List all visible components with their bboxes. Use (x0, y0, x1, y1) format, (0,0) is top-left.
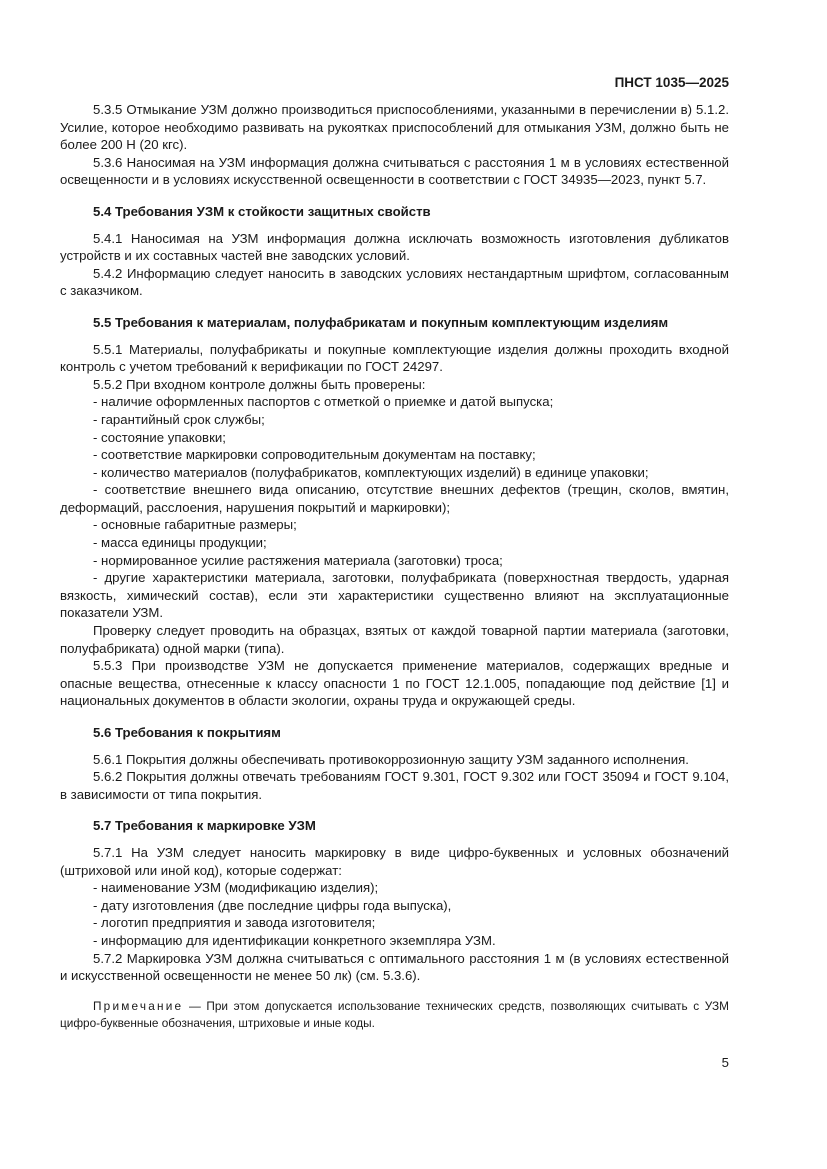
list-item: - дату изготовления (две последние цифры года выпуска), (93, 897, 452, 913)
note (60, 998, 729, 1032)
paragraph-5-6-1: 5.6.1 Покрытия должны обеспечивать противокоррозионную защиту УЗМ заданного исполнения. (93, 751, 689, 767)
list-item: - основные габаритные размеры; (93, 517, 297, 533)
paragraph-5-5-3: 5.5.3 При производстве УЗМ не допускается применение материалов, содержащих вредные и опасные вещества, отнесенные к классу опасности 1 по ГОСТ 12.1.005, попадающие под действие [1] и национальных документов в области экологии, охраны труда и окружающей среды. (60, 658, 729, 709)
paragraph-5-6-2: 5.6.2 Покрытия должны отвечать требованиям ГОСТ 9.301, ГОСТ 9.302 или ГОСТ 35094 и ГОСТ 9.104, в зависимости от типа покрытия. (60, 769, 729, 802)
list-item: - количество материалов (полуфабрикатов, комплектующих изделий) в единице упаковки; (93, 464, 649, 480)
list-item: - наличие оформленных паспортов с отметкой о приемке и датой выпуска; (93, 394, 554, 410)
list-item: - наименование УЗМ (модификацию изделия); (93, 880, 379, 896)
section-heading-5-5: 5.5 Требования к материалам, полуфабрикатам и покупным комплектующим изделиям (93, 314, 669, 330)
document-body (60, 101, 729, 1032)
list-item: - информацию для идентификации конкретного экземпляра УЗМ. (93, 932, 496, 948)
paragraph-5-3-6: 5.3.6 Наносимая на УЗМ информация должна считываться с расстояния 1 м в условиях естественной освещенности и в условиях искусственной освещенности в соответствии с ГОСТ 34935—2023, пункт 5.7. (60, 154, 729, 188)
paragraph-5-7-1: 5.7.1 На УЗМ следует наносить маркировку в виде цифро-буквенных и условных обозначений (штриховой или иной код), которые содержат: (60, 844, 729, 878)
paragraph-5-7-2: 5.7.2 Маркировка УЗМ должна считываться с оптимального расстояния 1 м (в условиях естественной и искусственной освещенности не менее 50 лк) (см. 5.3.6). (60, 950, 729, 984)
list-item: - соответствие внешнего вида описанию, отсутствие внешних дефектов (трещин, сколов, вмятин, деформаций, расслоения, нарушения покрытий и маркировки); (60, 482, 729, 515)
section-heading-5-7: 5.7 Требования к маркировке УЗМ (93, 818, 316, 834)
note-text: — При этом допускается использование технических средств, позволяющих считывать с УЗМ цифро-буквенные обозначения, штриховые и иные коды. (60, 998, 729, 1030)
section-heading-5-4: 5.4 Требования УЗМ к стойкости защитных свойств (93, 203, 431, 219)
page-number: 5 (721, 1055, 729, 1070)
paragraph-sampling: Проверку следует проводить на образцах, взятых от каждой товарной партии материала (заготовки, полуфабриката) одной марки (типа). (60, 623, 729, 656)
document-code-header: ПНСТ 1035—2025 (614, 75, 729, 90)
paragraph-5-5-1: 5.5.1 Материалы, полуфабрикаты и покупные комплектующие изделия должны проходить входной контроль с учетом требований к верификации по ГОСТ 24297. (60, 341, 729, 375)
paragraph-5-4-2: 5.4.2 Информацию следует наносить в заводских условиях нестандартным шрифтом, согласованным с заказчиком. (60, 265, 729, 299)
list-item: - логотип предприятия и завода изготовителя; (93, 915, 376, 931)
list-item: - соответствие маркировки сопроводительным документам на поставку; (93, 447, 536, 463)
paragraph-5-4-1: 5.4.1 Наносимая на УЗМ информация должна исключать возможность изготовления дубликатов устройств и их составных частей вне заводских условий. (60, 230, 729, 264)
list-item: - гарантийный срок службы; (93, 411, 265, 427)
list-item: - нормированное усилие растяжения материала (заготовки) троса; (93, 552, 503, 568)
section-heading-5-6: 5.6 Требования к покрытиям (93, 725, 281, 740)
note-label: Примечание (93, 998, 184, 1013)
list-item: - масса единицы продукции; (93, 535, 267, 551)
list-item: - состояние упаковки; (93, 429, 226, 445)
paragraph-5-3-5: 5.3.5 Отмыкание УЗМ должно производиться приспособлениями, указанными в перечислении в) 5.1.2. Усилие, которое необходимо развивать на рукоятках приспособлений для отмыкания УЗМ, должно быть не более 200 Н (20 кгс). (60, 102, 729, 153)
paragraph-5-5-2: 5.5.2 При входном контроле должны быть проверены: (93, 376, 426, 392)
list-item: - другие характеристики материала, заготовки, полуфабриката (поверхностная твердость, ударная вязкость, химический состав), если эти характеристики существенно влияют на эксплуатационные показатели УЗМ. (60, 570, 729, 621)
